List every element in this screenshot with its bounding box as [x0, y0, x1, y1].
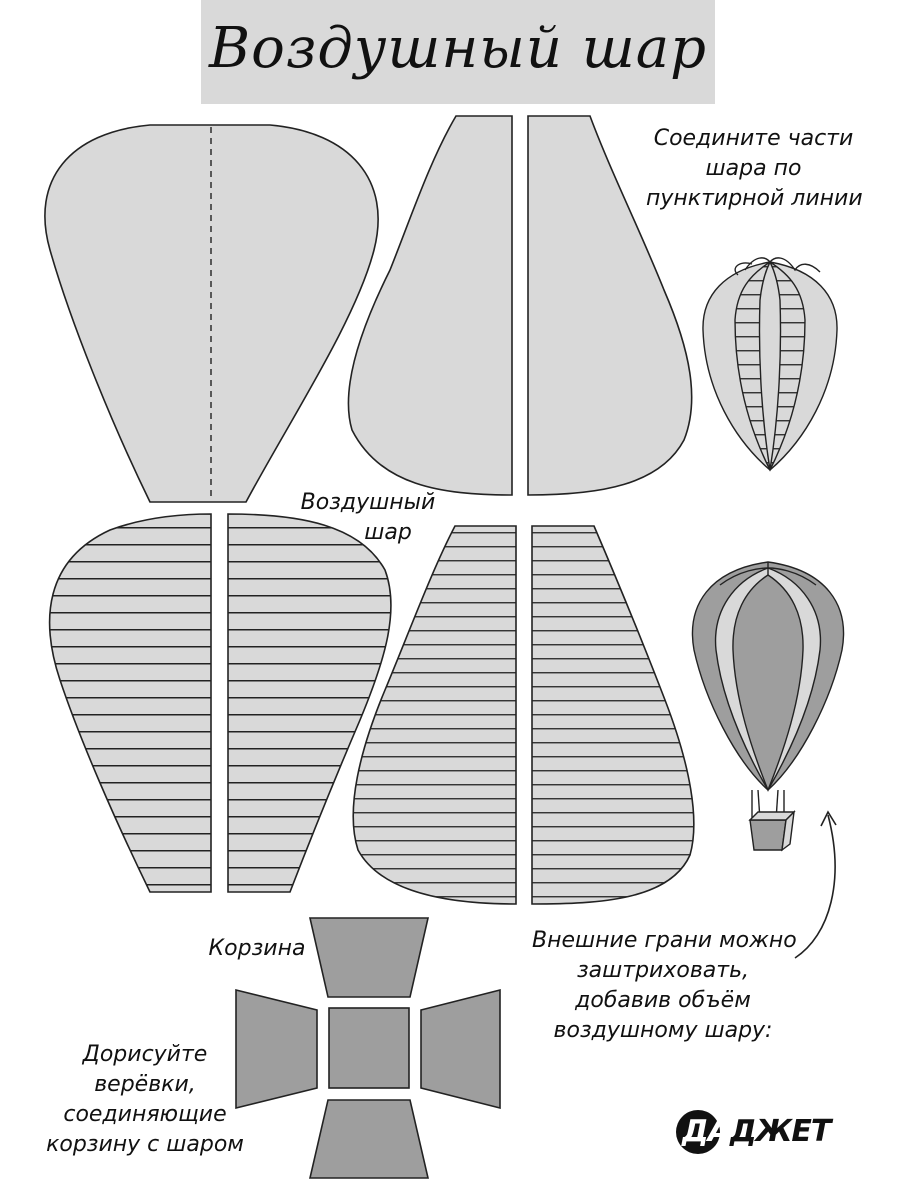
instruction-ropes-line4: корзину с шаром [46, 1132, 244, 1157]
instruction-join-line1: Соедините части [653, 126, 854, 151]
instruction-ropes [40, 1040, 250, 1160]
balloon-panel-top-left [45, 125, 378, 502]
logo-part2: ДЖЕТ [729, 1114, 831, 1149]
basket-side-right [421, 990, 500, 1108]
instruction-shade-line4: воздушному шару: [553, 1018, 773, 1043]
page-title: Воздушный шар [208, 16, 708, 81]
curved-arrow [795, 815, 835, 958]
label-balloon-line1: Воздушный [300, 490, 436, 515]
basket-side-bottom [310, 1100, 428, 1178]
balloon-panel-top-mid-left [348, 116, 512, 495]
instruction-shade [532, 926, 797, 1046]
label-balloon [298, 488, 438, 548]
label-basket: Корзина [208, 936, 306, 961]
instruction-shade-line2: заштриховать, [576, 958, 750, 983]
instruction-shade-line3: добавив объём [575, 988, 751, 1013]
instruction-join-line2: шара по [705, 156, 802, 181]
balloon-panel-striped-mid-right [532, 526, 694, 904]
instruction-ropes-line1: Дорисуйте [82, 1042, 208, 1067]
instruction-join-line3: пунктирной линии [646, 186, 863, 211]
balloon-with-basket-sketch [693, 562, 844, 850]
instruction-shade-line1: Внешние грани можно [532, 928, 797, 953]
logo-part1: ДА [682, 1114, 730, 1149]
instruction-ropes-line2: верёвки, [94, 1072, 196, 1097]
balloon-panel-striped-left-a [50, 514, 211, 892]
instruction-ropes-line3: соединяющие [63, 1102, 227, 1127]
assembled-balloon-sketch [703, 258, 837, 470]
brand-logo [676, 1110, 846, 1154]
basket-bottom [329, 1008, 409, 1088]
instruction-join [646, 124, 861, 214]
logo-text [682, 1114, 830, 1150]
label-balloon-line2: шар [364, 520, 412, 545]
basket-side-top [310, 918, 428, 997]
